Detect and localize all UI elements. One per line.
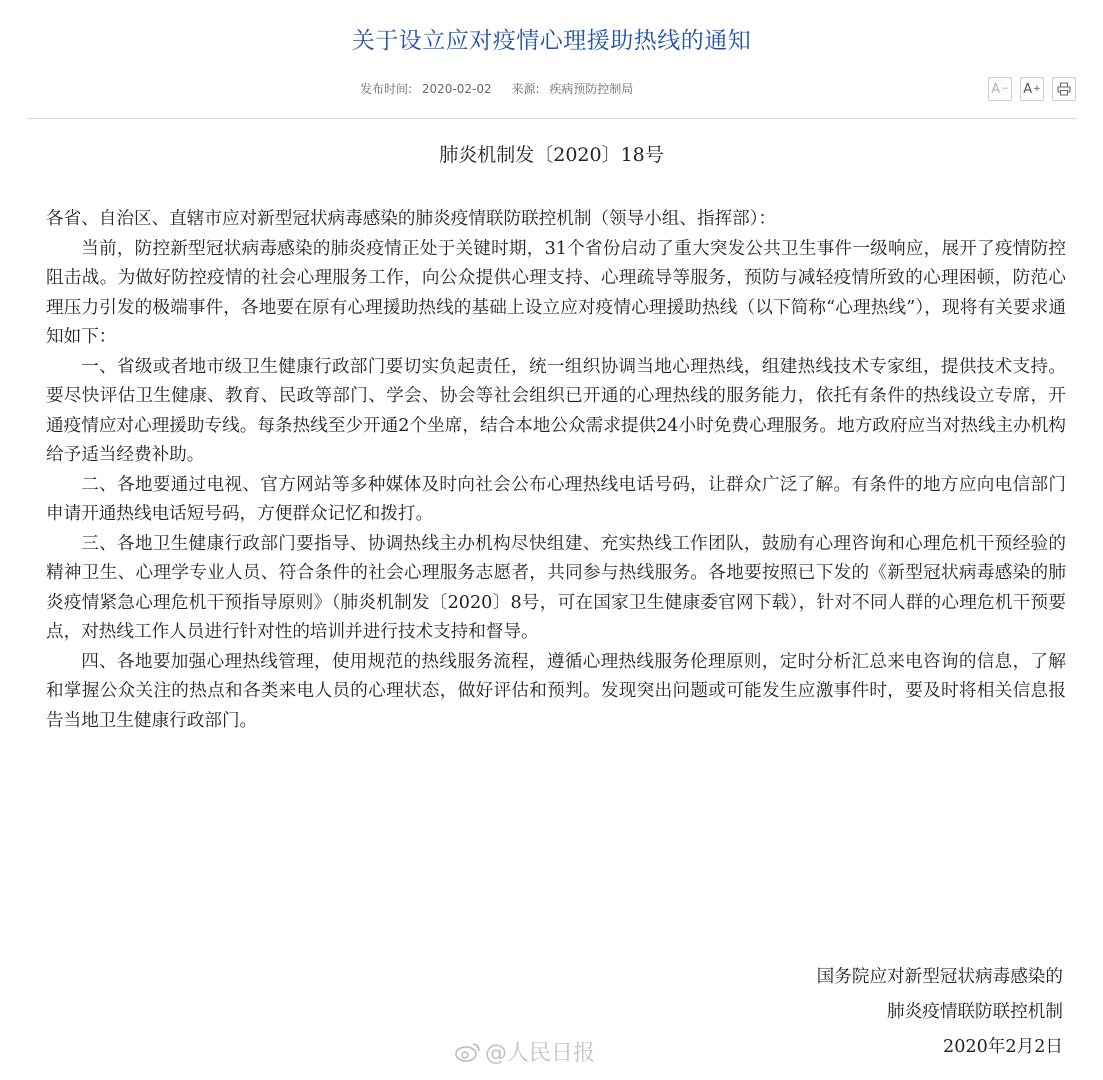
paragraph-intro: 当前，防控新型冠状病毒感染的肺炎疫情正处于关键时期，31个省份启动了重大突发公共卫生事件一级响应，展开了疫情防控阻击战。为做好防控疫情的社会心理服务工作，向公众提供心理支持、心理疏导等服务，预防与减轻疫情所致的心理困顿，防范心理压力引发的极端事件，各地要在原有心理援助热线的基础上设立应对疫情心理援助热线（以下简称“心理热线”），现将有关要求通知如下： xyxy=(46,238,1066,347)
print-button[interactable] xyxy=(1052,77,1076,101)
signature-date: 2020年2月2日 xyxy=(943,1037,1063,1057)
signature-issuer-line1: 国务院应对新型冠状病毒感染的 xyxy=(816,967,1063,987)
salutation: 各省、自治区、直辖市应对新型冠状病毒感染的肺炎疫情联防联控机制（领导小组、指挥部）： xyxy=(46,209,777,229)
paragraph-item-1: 一、省级或者地市级卫生健康行政部门要切实负起责任，统一组织协调当地心理热线，组建热线技术专家组，提供技术支持。要尽快评估卫生健康、教育、民政等部门、学会、协会等社会组织已开通的心理热线的服务能力，依托有条件的热线设立专席，开通疫情应对心理援助专线。每条热线至少开通2个坐席，结合本地公众需求提供24小时免费心理服务。地方政府应当对热线主办机构给予适当经费补助。 xyxy=(46,356,1066,465)
font-increase-button[interactable] xyxy=(1020,77,1044,101)
paragraph-item-4: 四、各地要加强心理热线管理，使用规范的热线服务流程，遵循心理热线服务伦理原则，定时分析汇总来电咨询的信息，了解和掌握公众关注的热点和各类来电人员的心理状态，做好评估和预判。发现突出问题或可能发生应激事件时，要及时将相关信息报告当地卫生健康行政部门。 xyxy=(46,651,1066,731)
article-toolbar xyxy=(988,77,1076,101)
header-divider xyxy=(28,118,1076,119)
weibo-icon xyxy=(455,1041,481,1063)
publish-date: 2020-02-02 xyxy=(421,82,492,96)
paragraph-item-2: 二、各地要通过电视、官方网站等多种媒体及时向社会公布心理热线电话号码，让群众广泛了解。有条件的地方应向电信部门申请开通热线电话短号码，方便群众记忆和拨打。 xyxy=(46,474,1066,524)
source-value: 疾病预防控制局 xyxy=(549,82,634,96)
document-number: 肺炎机制发〔2020〕18号 xyxy=(439,144,664,166)
watermark-text: @人民日报 xyxy=(485,1041,596,1066)
minus-icon: − xyxy=(1001,84,1009,94)
article-meta xyxy=(360,80,639,97)
source-label: 来源: xyxy=(511,82,540,96)
watermark xyxy=(455,1036,595,1067)
font-decrease-button[interactable] xyxy=(988,77,1012,101)
signature-block xyxy=(703,960,1063,1065)
signature-issuer-line2: 肺炎疫情联防联控机制 xyxy=(887,1002,1063,1022)
publish-label: 发布时间: xyxy=(360,82,413,96)
document-body xyxy=(46,205,1066,736)
plus-icon: + xyxy=(1033,84,1041,94)
paragraph-item-3: 三、各地卫生健康行政部门要指导、协调热线主办机构尽快组建、充实热线工作团队，鼓励有心理咨询和心理危机干预经验的精神卫生、心理学专业人员、符合条件的社会心理服务志愿者，共同参与热线服务。各地要按照已下发的《新型冠状病毒感染的肺炎疫情紧急心理危机干预指导原则》（肺炎机制发〔2020〕8号，可在国家卫生健康委官网下载），针对不同人群的心理危机干预要点，对热线工作人员进行针对性的培训并进行技术支持和督导。 xyxy=(46,533,1066,642)
font-increase-label: A xyxy=(1023,81,1033,97)
print-icon xyxy=(1057,82,1071,96)
font-decrease-label: A xyxy=(991,81,1001,97)
page-title: 关于设立应对疫情心理援助热线的通知 xyxy=(351,28,752,54)
